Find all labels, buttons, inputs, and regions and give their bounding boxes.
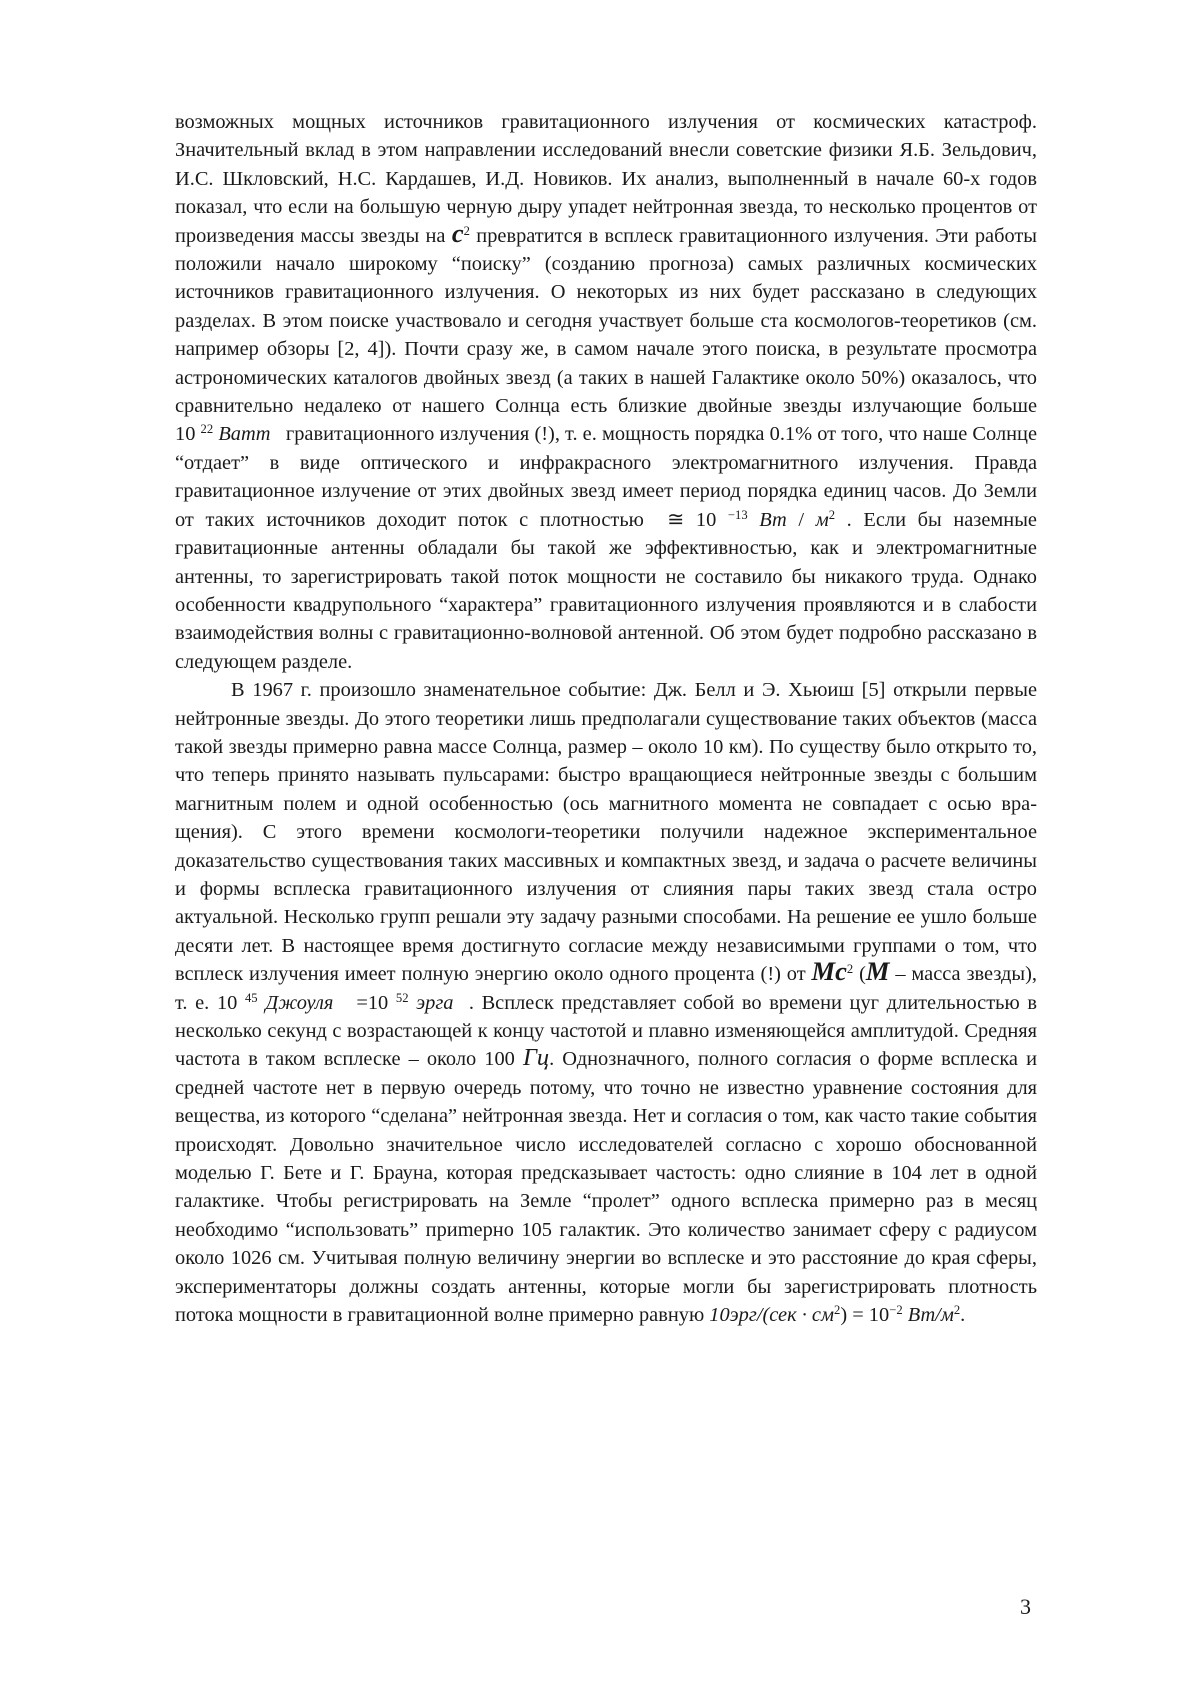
math-power-exponent: 22 xyxy=(200,422,214,437)
math-c-exponent: 2 xyxy=(463,223,470,238)
math-flux-base: 10 xyxy=(695,508,717,531)
math-mc: Mc xyxy=(811,956,847,987)
paragraph-text: . Всплеск представляет собой во времени цуг длительностью в несколько секунд с возрастающей к концу частотой и плавно изменяющейся амплитудой. Средняя частота в таком всплеске – около 100 xyxy=(175,991,1037,1071)
math-final-a: 10эрг/(сек · см xyxy=(709,1304,834,1327)
math-equals: = xyxy=(356,991,368,1014)
math-energy2-base: 10 xyxy=(367,991,389,1014)
paragraph-text: возможных мощных источников гравитационного излучения от космических катастроф. Значительный вклад в этом направлении исследований внесли советские физики Я.Б. Зельдович, И.С. Шкловский, Н.С. Кардашев, И.Д. Новиков. Их анализ, выполненный в начале 60-х годов показал, что если на большую черную дыру упадет нейтронная звезда, то несколько процентов от произведения массы звезды на xyxy=(175,111,1037,247)
paragraph-text: ( xyxy=(853,963,866,986)
math-c: c xyxy=(451,217,464,248)
paragraph-text: . Если бы наземные гравитационные антенны обладали бы такой же эффективностью, как и электромагнитные антенны, то зарегистрировать такой поток мощности не составило бы никакого труда. Однако особенности квадрупольного “характера” гравитационного излучения проявляются и в слабости взаимодействия волны с гравитационно-волновой антенной. Об этом будет подробно рассказано в следующем разделе. xyxy=(175,508,1037,673)
paragraph-text: превратится в всплеск гравитационного излучения. Эти работы положили начало широкому “поиску” (созданию прогноза) самых различных космических источников гравитационного излучения. О некоторых из них будет рассказано в следующих разделах. В этом поиске участвовало и сегодня участвует больше ста космологов-теоретиков (см. например обзоры [2, 4]). Почти сразу же, в самом начале этого поиска, в результате просмотра астрономических каталогов двойных звезд (а таких в нашей Галактике около 50%) оказалось, что сравнительно недалеко от нашего Солнца есть близкие двойные звезды излучающие больше xyxy=(175,224,1038,418)
math-flux-slash: / xyxy=(798,508,805,531)
math-final-end: . xyxy=(960,1304,966,1327)
math-flux-unit-den: м xyxy=(815,508,829,531)
paragraph-gravitational-sources xyxy=(175,108,1037,676)
paragraph-text: – масса звезды), т. е. xyxy=(175,963,1037,1014)
math-energy-base: 10 xyxy=(216,991,238,1014)
math-energy2-exponent: 52 xyxy=(395,990,409,1005)
page-number: 3 xyxy=(1020,1594,1031,1619)
math-flux-unit-exponent: 2 xyxy=(828,507,836,522)
math-final-b: ) = 10 xyxy=(840,1304,890,1327)
math-mc-exponent: 2 xyxy=(846,962,854,977)
paragraph-text: . Однозначного, полного согласия о форме всплеска и средней частоте нет в первую очередь потому, что точно не известно уравнение состояния для вещества, из которого “сделана” нейтронная звезда. Нет и согласия о том, как часто такие события происходят. Довольно значительное число исследователей согласно с хорошо обоснованной моделью Г. Бете и Г. Брауна, которая предсказывает частость: одно слияние в 104 лет в одной галактике. Чтобы регистрировать на Земле “пролет” одного всплеска примерно раз в месяц необходимо “использовать” приmерно 105 галактик. Это количество занимает сферу с радиусом около 1026 см. Учитывая полную величину энергии во всплеске и это расстояние до края сферы, экспериментаторы должны создать антенны, которые могли бы зарегистрировать плотность потока мощности в гравитационной волне примерно равную xyxy=(175,1048,1037,1327)
math-final-c: Вт/м xyxy=(902,1304,954,1327)
math-final-b-exponent: −2 xyxy=(889,1303,903,1318)
paragraph-text: В 1967 г. произошло знаменательное событие: Дж. Белл и Э. Хьюиш [5] открыли первые нейтронные звезды. До этого теоретики лишь предполагали существование таких объектов (масса такой звезды примерно равна массе Солнца, размер – около 10 км). По существу было открыто то, что теперь принято называть пульсарами: быстро вращающиеся нейтронные звезды с большим магнитным полем и одной особенностью (ось магнитного момента не совпадает с осью вращения). С этого времени космологи-теоретики получили надежное экспериментальное доказательство существования таких массивных и компактных звезд, и задача о расчете величины и формы всплеска гравитационного излучения от слияния пары таких звезд стала остро актуальной. Несколько групп решали эту задачу разными способами. На решение ее ушло больше десяти лет. В настоящее время достигнуто согласие между независимыми группами о том, что всплеск излучения имеет полную энергию около одного процента (!) от xyxy=(175,679,1037,986)
math-flux-exponent: −13 xyxy=(727,507,748,522)
math-final-c-exponent: 2 xyxy=(953,1303,961,1318)
document-page xyxy=(175,108,1037,1329)
math-approx-sign: ≅ xyxy=(667,508,685,531)
math-flux-unit: Вт xyxy=(759,508,787,531)
math-energy2-unit: эрга xyxy=(416,991,454,1014)
paragraph-neutron-stars xyxy=(175,676,1037,1329)
math-final-a-exponent: 2 xyxy=(834,1303,841,1318)
math-energy-unit: Джоуля xyxy=(265,991,334,1014)
math-energy-exponent: 45 xyxy=(244,990,258,1005)
math-hz-unit: Гц xyxy=(522,1044,550,1072)
paragraph-text: гравитационного излучения (!), т. е. мощность порядка 0.1% от того, что наше Солнце “отдает” в виде оптического и инфракрасного электромагнитного излучения. Правда гравитационное излучение от этих двойных звезд имеет период порядка единиц часов. До Земли от таких источников доходит поток с плотностью xyxy=(175,423,1038,531)
math-m: M xyxy=(865,956,890,987)
math-power-base: 10 xyxy=(175,423,196,446)
math-power-unit: Ватт xyxy=(218,423,271,446)
